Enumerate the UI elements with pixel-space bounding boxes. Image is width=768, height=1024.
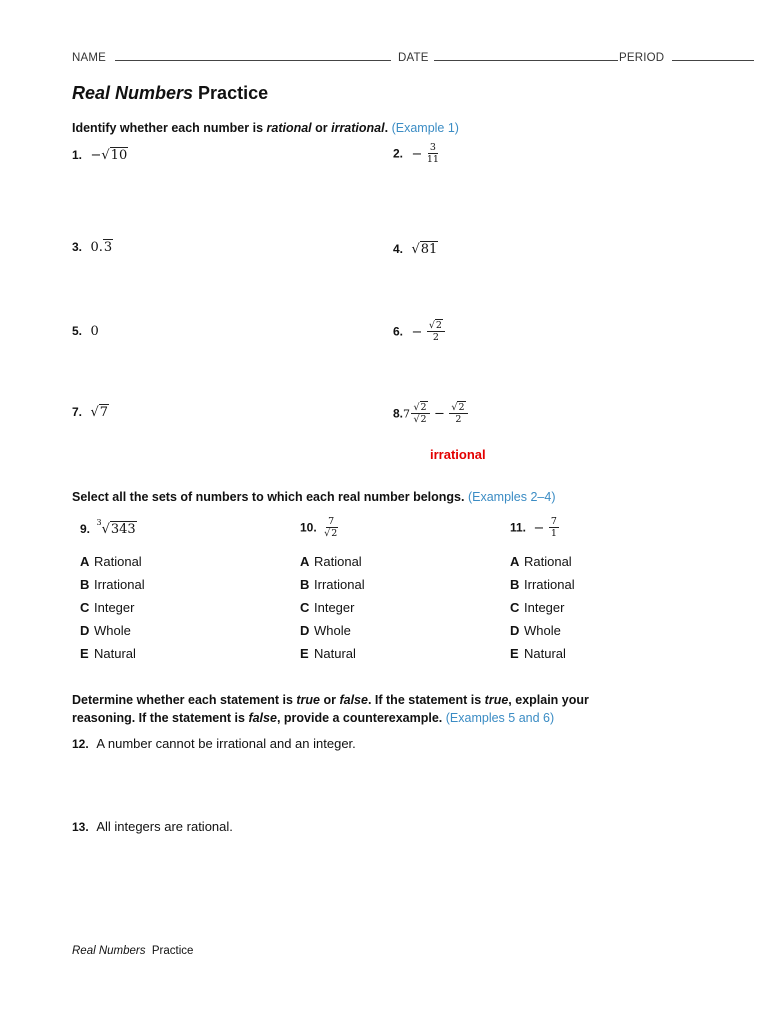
question-1: 1. −√10 bbox=[72, 148, 128, 163]
choice-natural[interactable]: E Natural bbox=[300, 646, 356, 661]
name-line[interactable] bbox=[115, 48, 391, 61]
answer-8-handwritten: irrational bbox=[430, 447, 486, 462]
choice-irrational[interactable]: B Irrational bbox=[300, 577, 365, 592]
page-title: Real Numbers Practice bbox=[72, 83, 269, 103]
date-label: DATE bbox=[398, 52, 429, 64]
choice-irrational[interactable]: B Irrational bbox=[510, 577, 575, 592]
question-6: 6. − $\frac{√2}{2}$ bbox=[393, 320, 445, 343]
question-9: 9. $^3$√343 bbox=[80, 517, 136, 537]
choice-rational[interactable]: A Rational bbox=[300, 554, 362, 569]
example-ref[interactable]: (Example 1) bbox=[391, 121, 459, 135]
choice-irrational[interactable]: B Irrational bbox=[80, 577, 145, 592]
choice-natural[interactable]: E Natural bbox=[510, 646, 566, 661]
choice-whole[interactable]: D Whole bbox=[510, 623, 561, 638]
choices-q11 bbox=[510, 554, 575, 669]
example-ref[interactable]: (Examples 2–4) bbox=[467, 490, 556, 504]
choice-natural[interactable]: E Natural bbox=[80, 646, 136, 661]
name-field[interactable] bbox=[72, 48, 391, 64]
section2-instruction: Select all the sets of numbers to which each real number belongs. (Examples 2–4) bbox=[72, 490, 556, 504]
period-label: PERIOD bbox=[619, 52, 665, 64]
choice-rational[interactable]: A Rational bbox=[510, 554, 572, 569]
question-4: 4. √81 bbox=[393, 242, 438, 257]
period-line[interactable] bbox=[672, 48, 754, 61]
choices-q9 bbox=[80, 554, 145, 669]
question-10: 10. $\frac{7}{√2}$ bbox=[300, 516, 338, 539]
question-7: 7. √7 bbox=[72, 405, 109, 420]
question-13: 13. All integers are rational. bbox=[72, 819, 233, 834]
question-5: 5. 0 bbox=[72, 324, 99, 339]
date-field[interactable] bbox=[398, 48, 618, 64]
question-11: 11. − $\frac{7}{1}$ bbox=[510, 516, 557, 539]
question-12: 12. A number cannot be irrational and an integer. bbox=[72, 736, 356, 751]
choice-integer[interactable]: C Integer bbox=[300, 600, 355, 615]
example-ref[interactable]: (Examples 5 and 6) bbox=[445, 711, 555, 725]
question-8: 8.7 $\frac{√2}{√2}$ − $\frac{√2}{2}$ bbox=[393, 402, 468, 425]
choice-integer[interactable]: C Integer bbox=[510, 600, 565, 615]
choices-q10 bbox=[300, 554, 365, 669]
choice-rational[interactable]: A Rational bbox=[80, 554, 142, 569]
date-line[interactable] bbox=[434, 48, 618, 61]
choice-integer[interactable]: C Integer bbox=[80, 600, 135, 615]
choice-whole[interactable]: D Whole bbox=[300, 623, 351, 638]
section1-instruction: Identify whether each number is rational or irrational. (Example 1) bbox=[72, 121, 459, 135]
choice-whole[interactable]: D Whole bbox=[80, 623, 131, 638]
question-3: 3. 0.3 bbox=[72, 240, 113, 255]
question-2: 2. − $\frac{3}{11}$ bbox=[393, 142, 439, 165]
section3-instruction: Determine whether each statement is true or false. If the statement is true, explain your reasoning. If the statement is false, provide a counterexample. (Examples 5 and 6) bbox=[72, 693, 589, 725]
page-footer: Real Numbers Practice bbox=[72, 945, 194, 957]
period-field[interactable] bbox=[619, 48, 754, 64]
name-label: NAME bbox=[72, 52, 107, 64]
